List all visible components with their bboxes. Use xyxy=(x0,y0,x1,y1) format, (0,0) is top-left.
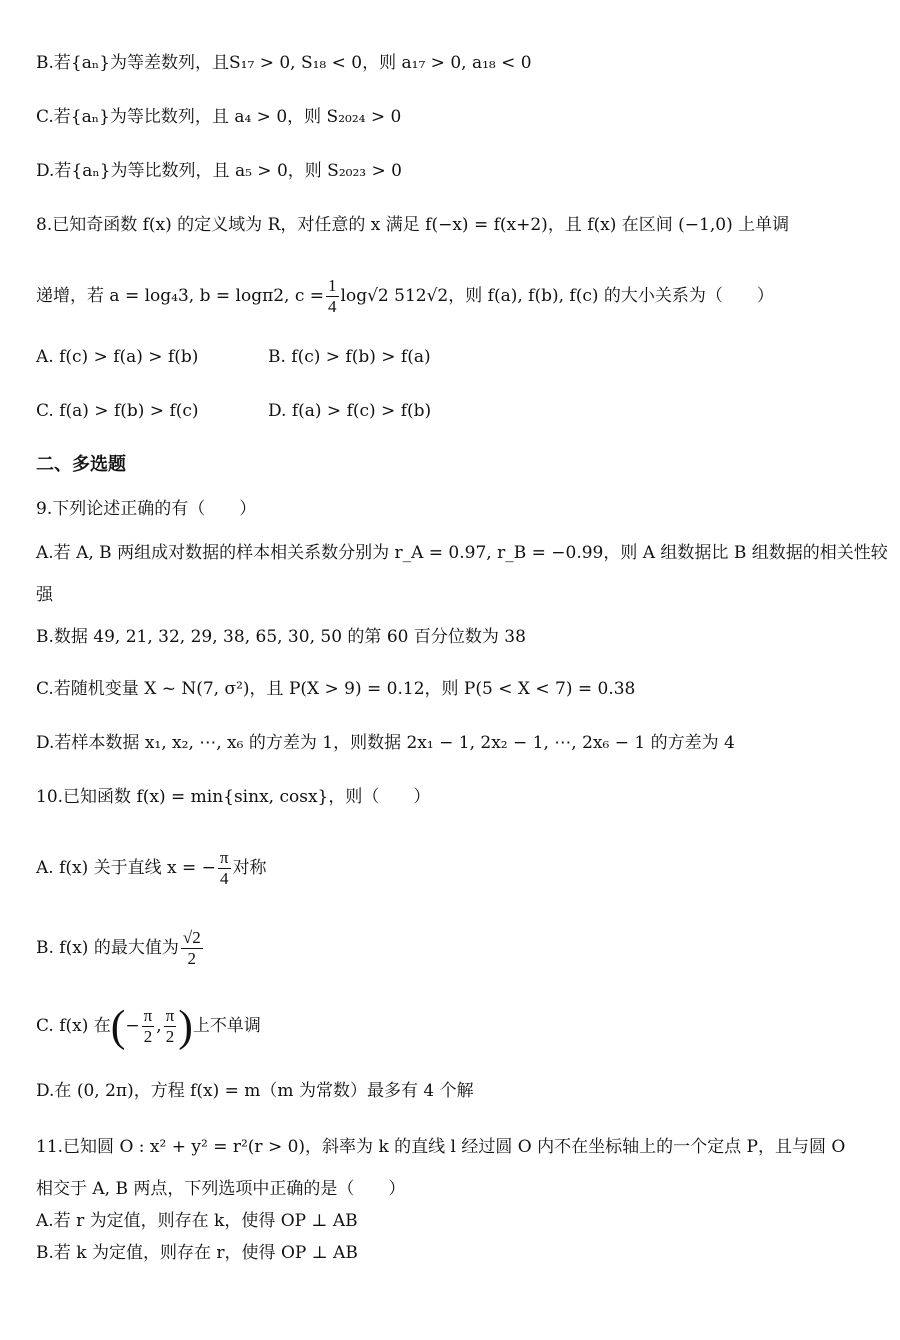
q10-c-d2: 2 xyxy=(165,1027,175,1046)
q8-frac-num: 1 xyxy=(328,276,337,295)
q10-option-a xyxy=(36,848,870,889)
q10-c-rparen: ) xyxy=(178,1001,193,1051)
q10-option-d: D.在 (0, 2π)，方程 f(x) = m（m 为常数）最多有 4 个解 xyxy=(36,1081,474,1101)
q10-c-n1: π xyxy=(143,1006,153,1025)
q8-option-c: C. f(a) > f(b) > f(c) xyxy=(36,401,199,421)
q11-option-b: B.若 k 为定值，则存在 r，使得 OP ⊥ AB xyxy=(36,1243,358,1263)
q8-stem-line2-part2: log√2 512√2，则 f(a), f(b), f(c) 的大小关系为（ ） xyxy=(340,286,774,306)
q10-b-fraction xyxy=(181,928,203,969)
q10-option-a-pre: A. f(x) 关于直线 x = − xyxy=(36,858,216,878)
q9-option-a-line1: A.若 A, B 两组成对数据的样本相关系数分别为 r_A = 0.97, r_B = −0.99，则 A 组数据比 B 组数据的相关性较 xyxy=(36,543,888,563)
q8-options-row2 xyxy=(36,396,870,426)
q7-option-b: B.若{aₙ}为等差数列，且S₁₇ > 0, S₁₈ < 0，则 a₁₇ > 0, a₁₈ < 0 xyxy=(36,53,532,73)
q10-b-den: 2 xyxy=(187,949,197,968)
q8-stem-line2-part1: 递增，若 a = log₄3, b = logπ2, c = xyxy=(36,286,325,306)
q10-b-num: √2 xyxy=(182,928,201,947)
q10-stem: 10.已知函数 f(x) = min{sinx, cosx}，则（ ） xyxy=(36,787,431,807)
q10-c-n2: π xyxy=(165,1006,175,1025)
q8-option-b: B. f(c) > f(b) > f(a) xyxy=(268,347,431,367)
q7-option-d: D.若{aₙ}为等比数列，且 a₅ > 0，则 S₂₀₂₃ > 0 xyxy=(36,161,402,181)
q10-c-fraction1 xyxy=(142,1006,155,1047)
q11-option-a: A.若 r 为定值，则存在 k，使得 OP ⊥ AB xyxy=(36,1211,358,1231)
q8-fraction xyxy=(326,276,339,317)
q11-stem-line2: 相交于 A, B 两点，下列选项中正确的是（ ） xyxy=(36,1179,406,1199)
q10-option-c: C. f(x) 在(− $\frac{\pi}{2}$ , $\frac{\pi}{2}$ )上不单调 xyxy=(36,1001,261,1051)
q8-options-row1 xyxy=(36,342,870,372)
q8-option-a: A. f(c) > f(a) > f(b) xyxy=(36,347,199,367)
q8-frac-den: 4 xyxy=(328,297,337,316)
q10-c-d1: 2 xyxy=(143,1027,153,1046)
q9-option-a-line2: 强 xyxy=(36,585,53,605)
q8-stem-line1: 8.已知奇函数 f(x) 的定义域为 R，对任意的 x 满足 f(−x) = f(x+2)，且 f(x) 在区间 (−1,0) 上单调 xyxy=(36,215,790,235)
q10-c-lparen: ( xyxy=(110,1001,126,1051)
q10-a-den: 4 xyxy=(219,869,229,888)
q9-option-c: C.若随机变量 X ~ N(7, σ²)，且 P(X > 9) = 0.12，则 P(5 < X < 7) = 0.38 xyxy=(36,679,636,699)
q8-stem-line2 xyxy=(36,276,870,317)
q10-c-fraction2 xyxy=(164,1006,177,1047)
q10-option-b-pre: B. f(x) 的最大值为 xyxy=(36,938,179,958)
q10-option-a-post: 对称 xyxy=(232,858,267,878)
q10-option-c-pre: C. f(x) 在 xyxy=(36,1016,111,1036)
q9-option-b: B.数据 49, 21, 32, 29, 38, 65, 30, 50 的第 60 百分位数为 38 xyxy=(36,627,526,647)
q10-a-num: π xyxy=(219,848,229,867)
q10-a-fraction xyxy=(218,848,231,889)
section-heading: 二、多选题 xyxy=(36,454,126,475)
q7-option-c: C.若{aₙ}为等比数列，且 a₄ > 0，则 S₂₀₂₄ > 0 xyxy=(36,107,402,127)
q8-option-d: D. f(a) > f(c) > f(b) xyxy=(268,401,432,421)
q10-option-b xyxy=(36,928,870,969)
q9-stem: 9.下列论述正确的有（ ） xyxy=(36,499,257,519)
q10-option-c-post: 上不单调 xyxy=(192,1016,261,1036)
q9-option-d: D.若样本数据 x₁, x₂, ⋯, x₆ 的方差为 1，则数据 2x₁ − 1, 2x₂ − 1, ⋯, 2x₆ − 1 的方差为 4 xyxy=(36,733,735,753)
q11-stem-line1: 11.已知圆 O : x² + y² = r²(r > 0)，斜率为 k 的直线 l 经过圆 O 内不在坐标轴上的一个定点 P，且与圆 O xyxy=(36,1137,846,1157)
